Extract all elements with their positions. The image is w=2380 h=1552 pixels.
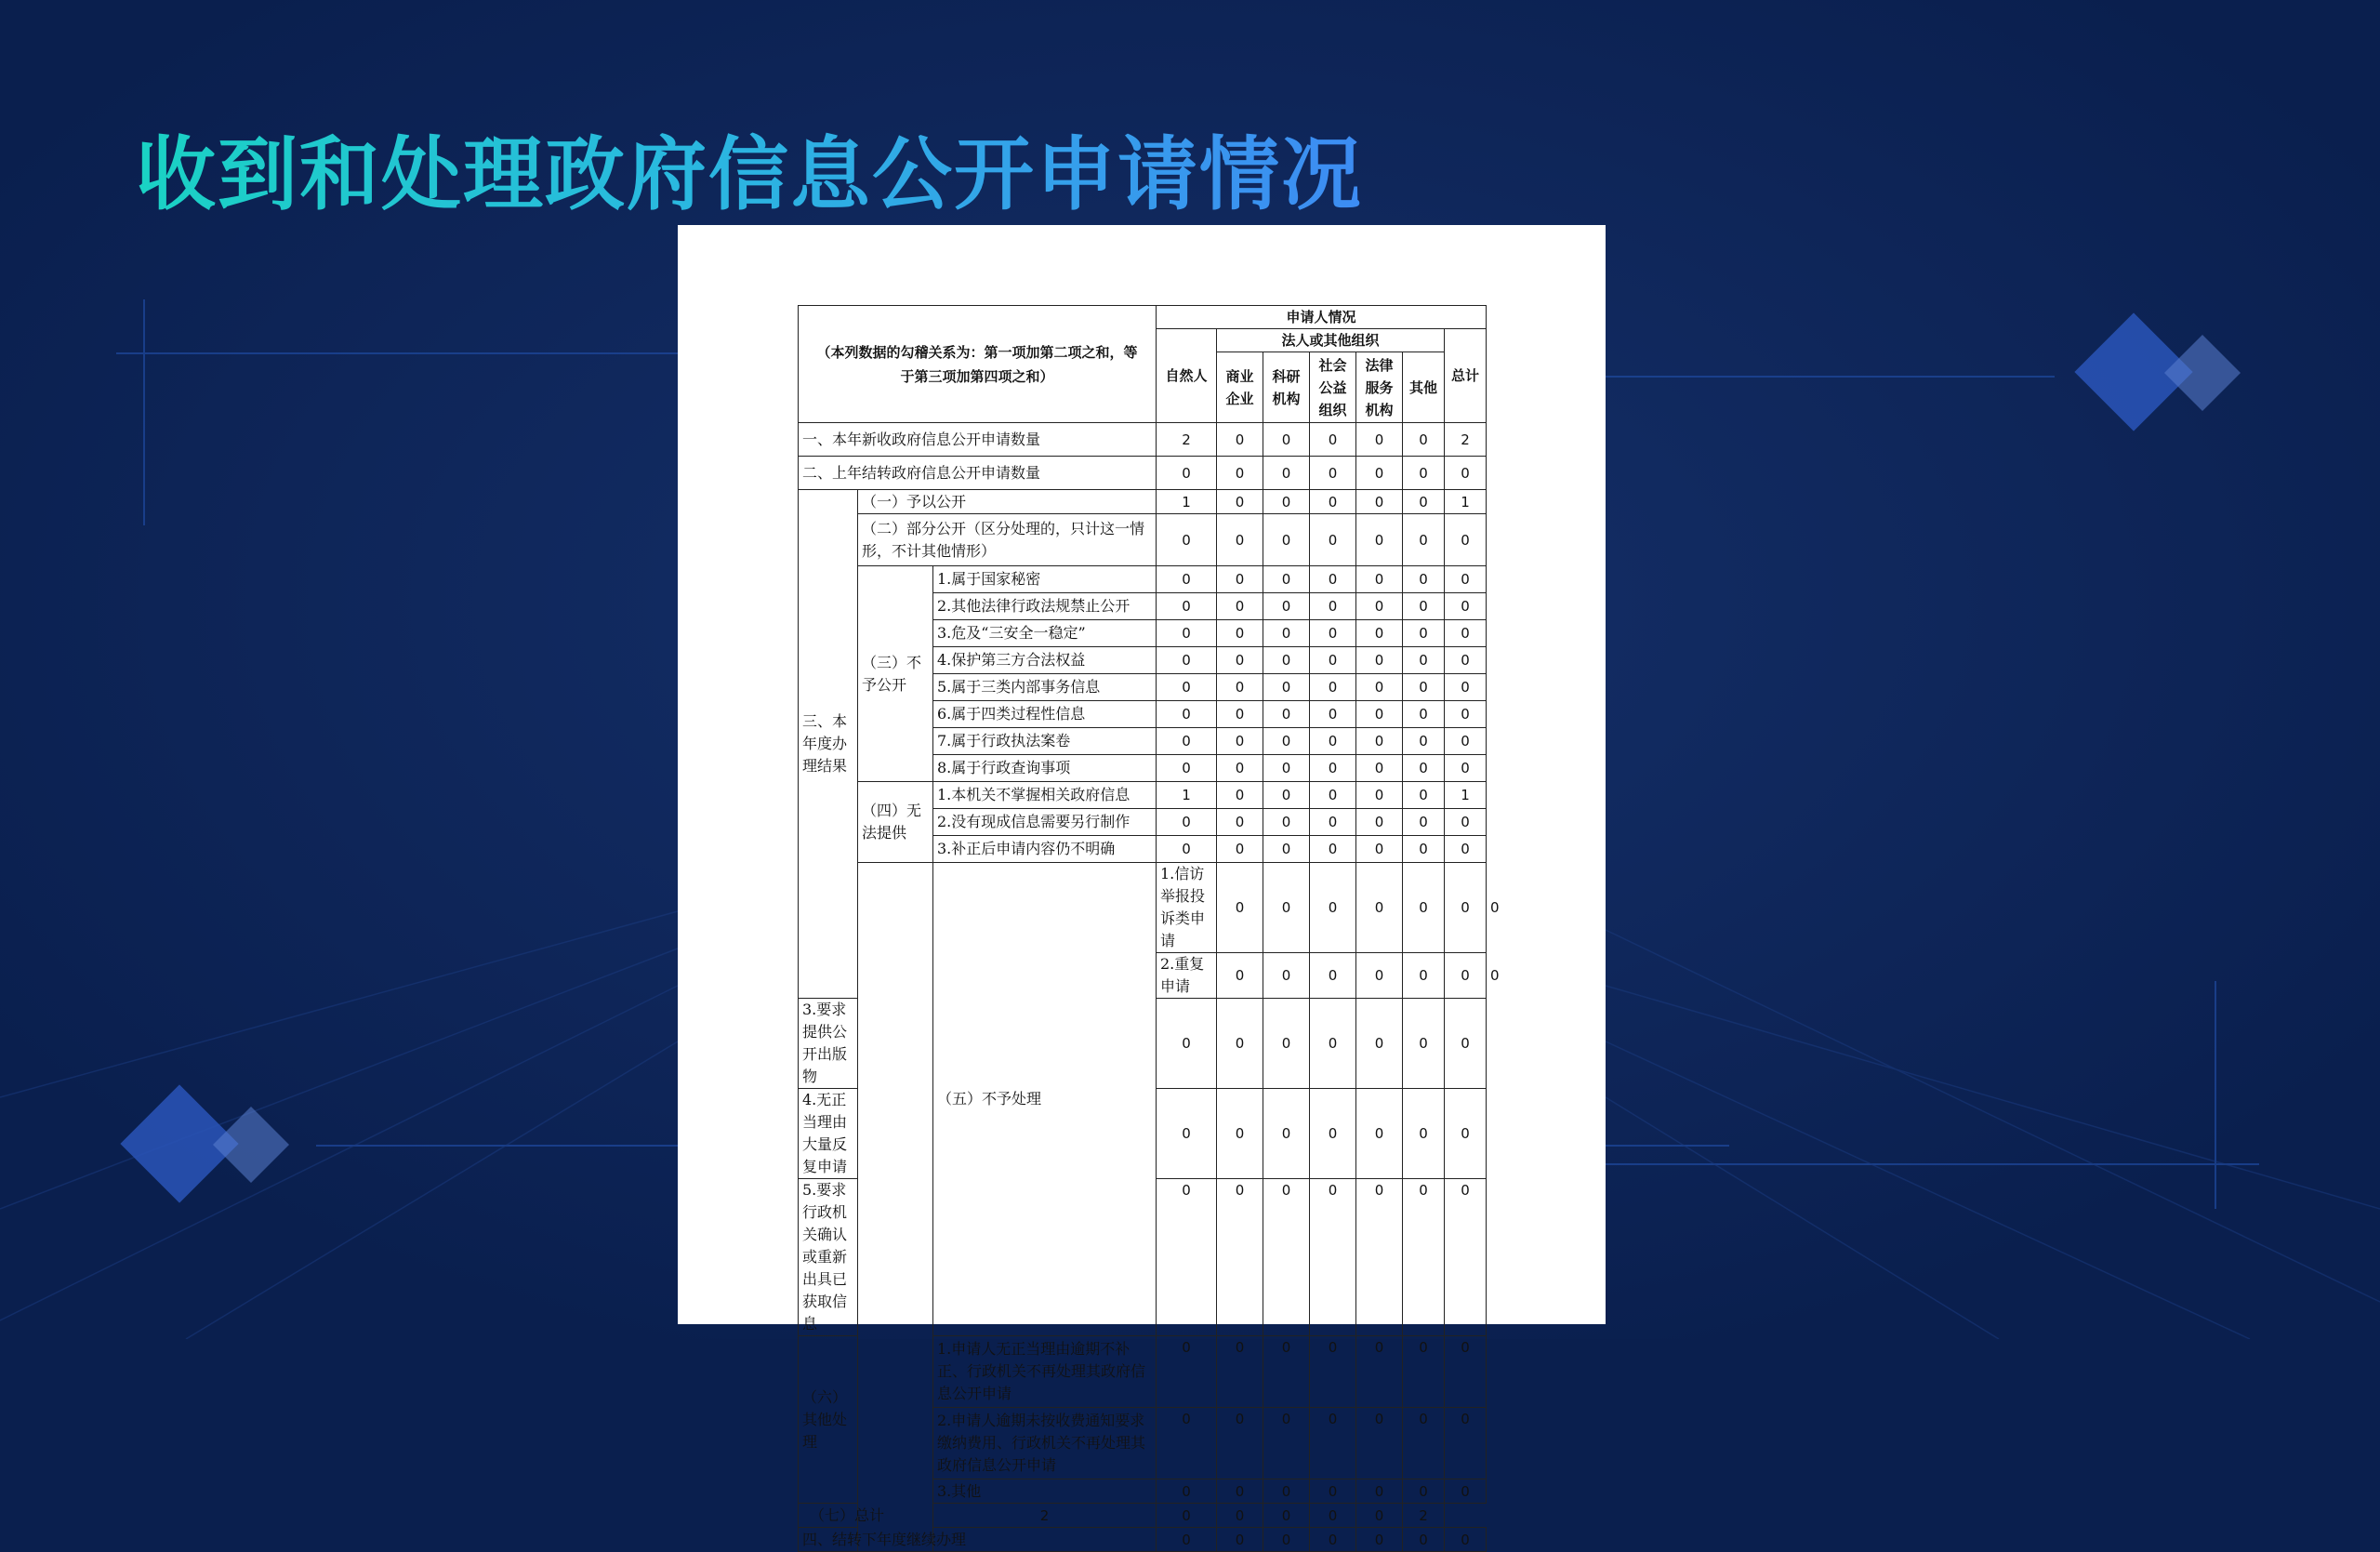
row-label: 3.补正后申请内容仍不明确 — [933, 836, 1157, 863]
cell: 0 — [1356, 647, 1403, 674]
cell: 0 — [1263, 457, 1310, 490]
cell: 0 — [1403, 1479, 1445, 1504]
cell: 0 — [1217, 423, 1263, 457]
row-label: 2.其他法律行政法规禁止公开 — [933, 593, 1157, 620]
cell: 0 — [1356, 1336, 1403, 1408]
cell: 0 — [1310, 566, 1356, 593]
cell: 0 — [1217, 620, 1263, 647]
cell: 2 — [1445, 423, 1487, 457]
cell: 0 — [1263, 836, 1310, 863]
header-natural-person: 自然人 — [1157, 329, 1217, 423]
cell: 0 — [1310, 836, 1356, 863]
cell: 0 — [1356, 674, 1403, 701]
cell: 0 — [1263, 647, 1310, 674]
row-label: 4.无正当理由大量反复申请 — [799, 1089, 858, 1179]
cell: 0 — [1403, 1089, 1445, 1179]
cell: 0 — [1217, 999, 1263, 1089]
row-label: 8.属于行政查询事项 — [933, 755, 1157, 782]
header-research: 科研机构 — [1263, 352, 1310, 423]
header-total: 总计 — [1445, 329, 1487, 423]
cell: 0 — [1445, 1479, 1487, 1504]
cell: 0 — [1403, 457, 1445, 490]
row-label: 1.申请人无正当理由逾期不补正、行政机关不再处理其政府信息公开申请 — [933, 1336, 1157, 1408]
cell: 0 — [1217, 647, 1263, 674]
cell: 0 — [1310, 1408, 1356, 1479]
row-label: 一、本年新收政府信息公开申请数量 — [799, 423, 1157, 457]
row-label: 3.其他 — [933, 1479, 1157, 1504]
cell: 0 — [1310, 647, 1356, 674]
cell: 0 — [1217, 701, 1263, 728]
cell: 0 — [1445, 809, 1487, 836]
cell: 0 — [1310, 1528, 1356, 1552]
table-corner-note: （本列数据的勾稽关系为：第一项加第二项之和，等于第三项加第四项之和） — [799, 306, 1157, 423]
row-label: 1.本机关不掌握相关政府信息 — [933, 782, 1157, 809]
cell: 0 — [1310, 514, 1356, 566]
cell: 0 — [1217, 1179, 1263, 1336]
cell: 0 — [1217, 836, 1263, 863]
row-label: （一）予以公开 — [858, 490, 1157, 514]
cell: 0 — [1403, 1528, 1445, 1552]
cell: 0 — [1403, 863, 1445, 953]
cell: 0 — [1356, 423, 1403, 457]
row-label: 二、上年结转政府信息公开申请数量 — [799, 457, 1157, 490]
header-applicant: 申请人情况 — [1157, 306, 1487, 329]
cell: 0 — [1445, 674, 1487, 701]
cell: 0 — [1263, 999, 1310, 1089]
cell: 0 — [1356, 999, 1403, 1089]
cell: 0 — [1310, 809, 1356, 836]
cell: 0 — [1217, 1479, 1263, 1504]
subgroup-label: （六）其他处理 — [799, 1336, 858, 1504]
cell: 0 — [1445, 647, 1487, 674]
cell: 0 — [1310, 1336, 1356, 1408]
row-label: （七）总计 — [799, 1504, 933, 1528]
cell: 0 — [1263, 620, 1310, 647]
cell: 0 — [1403, 1408, 1445, 1479]
cell: 0 — [1445, 755, 1487, 782]
cell: 0 — [1310, 423, 1356, 457]
header-business: 商业企业 — [1217, 352, 1263, 423]
row-label: 5.要求行政机关确认或重新出具已获取信息 — [799, 1179, 858, 1336]
cell: 0 — [1217, 1089, 1263, 1179]
row-label: 7.属于行政执法案卷 — [933, 728, 1157, 755]
cell: 0 — [1356, 755, 1403, 782]
row-label: 3.要求提供公开出版物 — [799, 999, 858, 1089]
cell: 0 — [1403, 423, 1445, 457]
cell: 0 — [1157, 593, 1217, 620]
cell: 0 — [1356, 809, 1403, 836]
cell: 0 — [1217, 863, 1263, 953]
cell: 0 — [1217, 782, 1263, 809]
cell: 0 — [1263, 593, 1310, 620]
cell: 0 — [1263, 863, 1310, 953]
row-label: 6.属于四类过程性信息 — [933, 701, 1157, 728]
cell: 0 — [1356, 1504, 1403, 1528]
cell: 2 — [1403, 1504, 1445, 1528]
cell: 0 — [1403, 1179, 1445, 1336]
cell: 1 — [1157, 490, 1217, 514]
cell: 0 — [1263, 490, 1310, 514]
cell: 0 — [1310, 755, 1356, 782]
cell: 0 — [1157, 836, 1217, 863]
cell: 0 — [1445, 701, 1487, 728]
cell: 0 — [1403, 647, 1445, 674]
cell: 0 — [1356, 490, 1403, 514]
cell: 0 — [1445, 1336, 1487, 1408]
cell: 0 — [1310, 490, 1356, 514]
cell: 0 — [1217, 755, 1263, 782]
cell: 0 — [1263, 1479, 1310, 1504]
cell: 0 — [1403, 1336, 1445, 1408]
cell: 0 — [1310, 782, 1356, 809]
cell: 0 — [1356, 514, 1403, 566]
cell: 0 — [1403, 514, 1445, 566]
cell: 0 — [1403, 593, 1445, 620]
cell: 0 — [1356, 1408, 1403, 1479]
cell: 0 — [1217, 1528, 1263, 1552]
cell: 0 — [1445, 1528, 1487, 1552]
cell: 0 — [1310, 1479, 1356, 1504]
cell: 0 — [1263, 423, 1310, 457]
cell: 0 — [1356, 620, 1403, 647]
cell: 0 — [1310, 863, 1356, 953]
cell: 0 — [1217, 1336, 1263, 1408]
page-title: 收到和处理政府信息公开申请情况 — [136, 110, 1363, 225]
cell: 0 — [1445, 728, 1487, 755]
cell: 0 — [1356, 1089, 1403, 1179]
row-label: 2.重复申请 — [1157, 953, 1217, 999]
row-label: 2.没有现成信息需要另行制作 — [933, 809, 1157, 836]
cell: 0 — [1217, 809, 1263, 836]
cell: 0 — [1263, 1089, 1310, 1179]
cell: 0 — [1310, 701, 1356, 728]
cell: 0 — [1263, 566, 1310, 593]
cell: 0 — [1157, 647, 1217, 674]
cell: 0 — [1310, 1089, 1356, 1179]
cell: 0 — [1403, 701, 1445, 728]
cell: 0 — [1403, 809, 1445, 836]
cell: 0 — [1356, 863, 1403, 953]
cell: 0 — [1157, 999, 1217, 1089]
cell: 0 — [1217, 1504, 1263, 1528]
cell: 0 — [1310, 999, 1356, 1089]
cell: 0 — [1217, 490, 1263, 514]
cell: 0 — [1403, 755, 1445, 782]
cell: 0 — [1356, 1479, 1403, 1504]
cell: 0 — [1356, 1179, 1403, 1336]
cell: 0 — [1157, 514, 1217, 566]
cell: 0 — [1310, 457, 1356, 490]
cell: 2 — [1157, 423, 1217, 457]
row-label: 5.属于三类内部事务信息 — [933, 674, 1157, 701]
cell: 0 — [1157, 701, 1217, 728]
header-other: 其他 — [1403, 352, 1445, 423]
cell: 0 — [1157, 620, 1217, 647]
cell: 0 — [1263, 1408, 1310, 1479]
cell: 0 — [1403, 999, 1445, 1089]
row-label: 四、结转下年度继续办理 — [799, 1528, 1157, 1552]
cell: 0 — [1157, 755, 1217, 782]
row-label: 1.属于国家秘密 — [933, 566, 1157, 593]
cell: 0 — [1310, 953, 1356, 999]
cell: 0 — [1217, 1408, 1263, 1479]
cell: 0 — [1217, 953, 1263, 999]
cell: 0 — [1217, 566, 1263, 593]
cell: 0 — [1445, 514, 1487, 566]
cell: 0 — [1403, 620, 1445, 647]
cell: 0 — [1445, 566, 1487, 593]
cell: 0 — [1157, 728, 1217, 755]
cell: 0 — [1157, 1336, 1217, 1408]
cell: 0 — [1445, 1408, 1487, 1479]
cell: 0 — [1310, 728, 1356, 755]
row-label: 2.申请人逾期未按收费通知要求缴纳费用、行政机关不再处理其政府信息公开申请 — [933, 1408, 1157, 1479]
cell: 0 — [1263, 674, 1310, 701]
cell: 0 — [1217, 674, 1263, 701]
cell: 0 — [1157, 457, 1217, 490]
cell: 0 — [1356, 566, 1403, 593]
document-image — [678, 225, 1606, 1548]
cell: 0 — [1263, 514, 1310, 566]
cell: 0 — [1157, 809, 1217, 836]
cell: 0 — [1356, 701, 1403, 728]
subgroup-label: （四）无法提供 — [858, 782, 933, 863]
cell: 0 — [1263, 953, 1310, 999]
cell: 0 — [1157, 1408, 1217, 1479]
cell: 0 — [1403, 782, 1445, 809]
cell: 0 — [1263, 1179, 1310, 1336]
cell: 0 — [1217, 593, 1263, 620]
data-table: （本列数据的勾稽关系为：第一项加第二项之和，等于第三项加第四项之和） 申请人情况 自然人 法人或其他组织 总计 商业企业 科研机构 社会公益组织 法律服务机构 其他 一、本年新收政府信息公开申请数量 2 0 0 0 0 0 2 二、上年结转政府信息公开申请数量 0 0 0 0 0 0 0 三、本年度办理结果 （一）予以公开 1 0 0 0 0 0 1 （二）部分公开（区分处理的，只计这一情形，不计其他情形） 0 0 0 0 0 0 0 （三）不予公开 1.属于国家秘密 0 0 0 0 0 0 0 2.其他法律行政法规禁止公开 0 0 0 0 0 0 0 3.危及“三安全一稳定” 0 0 0 0 0 0 0 4.保护第三方合法权益 0 0 0 0 0 0 0 5.属于三类内部事务信息 0 0 0 0 0 0 0 6.属于四类过程性信息 0 0 0 0 0 0 0 7.属于行政执法案卷 0 0 0 0 0 0 0 8.属于行政查询事项 0 0 0 0 0 0 0 （四）无法提供 1.本机关不掌握相关政府信息 1 0 0 0 0 0 1 2.没有现成信息需要另行制作 0 0 0 0 0 0 0 3.补正后申请内容仍不明确 0 0 0 0 0 0 0 （五）不予处理 1.信访举报投诉类申请 0 0 0 0 0 0 0 2.重复申请 0 0 0 0 0 0 0 3.要求提供公开出版物 0 0 0 0 0 0 0 4.无正当理由大量反复申请 0 0 0 0 0 0 0 5.要求行政机关确认或重新出具已获取信息 0 0 0 0 0 0 0 （六）其他处理 1.申请人无正当理由逾期不补正、行政机关不再处理其政府信息公开申请 0 0 0 0 0 0 0 2.申请人逾期未按收费通知要求缴纳费用、行政机关不再处理其政府信息公开申请 0 0 0 0 0 0 0 3.其他 0 0 0 0 0 0 0 （七）总计 2 0 0 0 0 0 2 四、结转下年度继续办理 0 0 0 0 0 0 0 — [798, 305, 1487, 1552]
cell: 1 — [1445, 490, 1487, 514]
cell: 0 — [1445, 953, 1487, 999]
group-label-blank — [858, 863, 933, 1552]
header-legal-org: 法人或其他组织 — [1217, 329, 1445, 352]
cell: 0 — [1445, 1089, 1487, 1179]
cell: 0 — [1445, 593, 1487, 620]
cell: 0 — [1445, 1179, 1487, 1336]
cell: 0 — [1310, 674, 1356, 701]
cell: 0 — [1445, 863, 1487, 953]
cell: 0 — [1157, 566, 1217, 593]
cell: 0 — [1263, 809, 1310, 836]
cell: 0 — [1310, 1504, 1356, 1528]
cell: 0 — [1356, 593, 1403, 620]
cell: 0 — [1445, 457, 1487, 490]
header-legal-service: 法律服务机构 — [1356, 352, 1403, 423]
cell: 0 — [1356, 728, 1403, 755]
cell: 0 — [1356, 953, 1403, 999]
cell: 2 — [933, 1504, 1157, 1528]
header-social: 社会公益组织 — [1310, 352, 1356, 423]
cell: 0 — [1356, 836, 1403, 863]
cell: 0 — [1403, 728, 1445, 755]
cell: 0 — [1356, 782, 1403, 809]
row-label: （二）部分公开（区分处理的，只计这一情形，不计其他情形） — [858, 514, 1157, 566]
cell: 0 — [1263, 1504, 1310, 1528]
cell: 1 — [1157, 782, 1217, 809]
cell: 0 — [1445, 836, 1487, 863]
cell: 0 — [1217, 514, 1263, 566]
cell: 0 — [1217, 728, 1263, 755]
cell: 0 — [1403, 490, 1445, 514]
cell: 0 — [1157, 674, 1217, 701]
cell: 0 — [1403, 953, 1445, 999]
cell: 0 — [1157, 1528, 1217, 1552]
cell: 0 — [1445, 620, 1487, 647]
subgroup-label: （五）不予处理 — [933, 863, 1157, 1336]
cell: 0 — [1445, 999, 1487, 1089]
cell: 0 — [1157, 1179, 1217, 1336]
row-label: 3.危及“三安全一稳定” — [933, 620, 1157, 647]
row-label: 1.信访举报投诉类申请 — [1157, 863, 1217, 953]
cell: 0 — [1310, 1179, 1356, 1336]
cell: 0 — [1157, 1504, 1217, 1528]
cell: 0 — [1403, 566, 1445, 593]
row-label: 4.保护第三方合法权益 — [933, 647, 1157, 674]
cell: 0 — [1157, 1479, 1217, 1504]
cell: 1 — [1445, 782, 1487, 809]
group-label: 三、本年度办理结果 — [799, 490, 858, 999]
cell: 0 — [1263, 701, 1310, 728]
cell: 0 — [1310, 593, 1356, 620]
cell: 0 — [1217, 457, 1263, 490]
cell: 0 — [1263, 1528, 1310, 1552]
cell: 0 — [1310, 620, 1356, 647]
cell: 0 — [1263, 1336, 1310, 1408]
cell: 0 — [1263, 755, 1310, 782]
cell: 0 — [1263, 728, 1310, 755]
cell: 0 — [1403, 836, 1445, 863]
cell: 0 — [1263, 782, 1310, 809]
cell: 0 — [1356, 1528, 1403, 1552]
cell: 0 — [1403, 674, 1445, 701]
cell: 0 — [1157, 1089, 1217, 1179]
cell: 0 — [1356, 457, 1403, 490]
subgroup-label: （三）不予公开 — [858, 566, 933, 782]
